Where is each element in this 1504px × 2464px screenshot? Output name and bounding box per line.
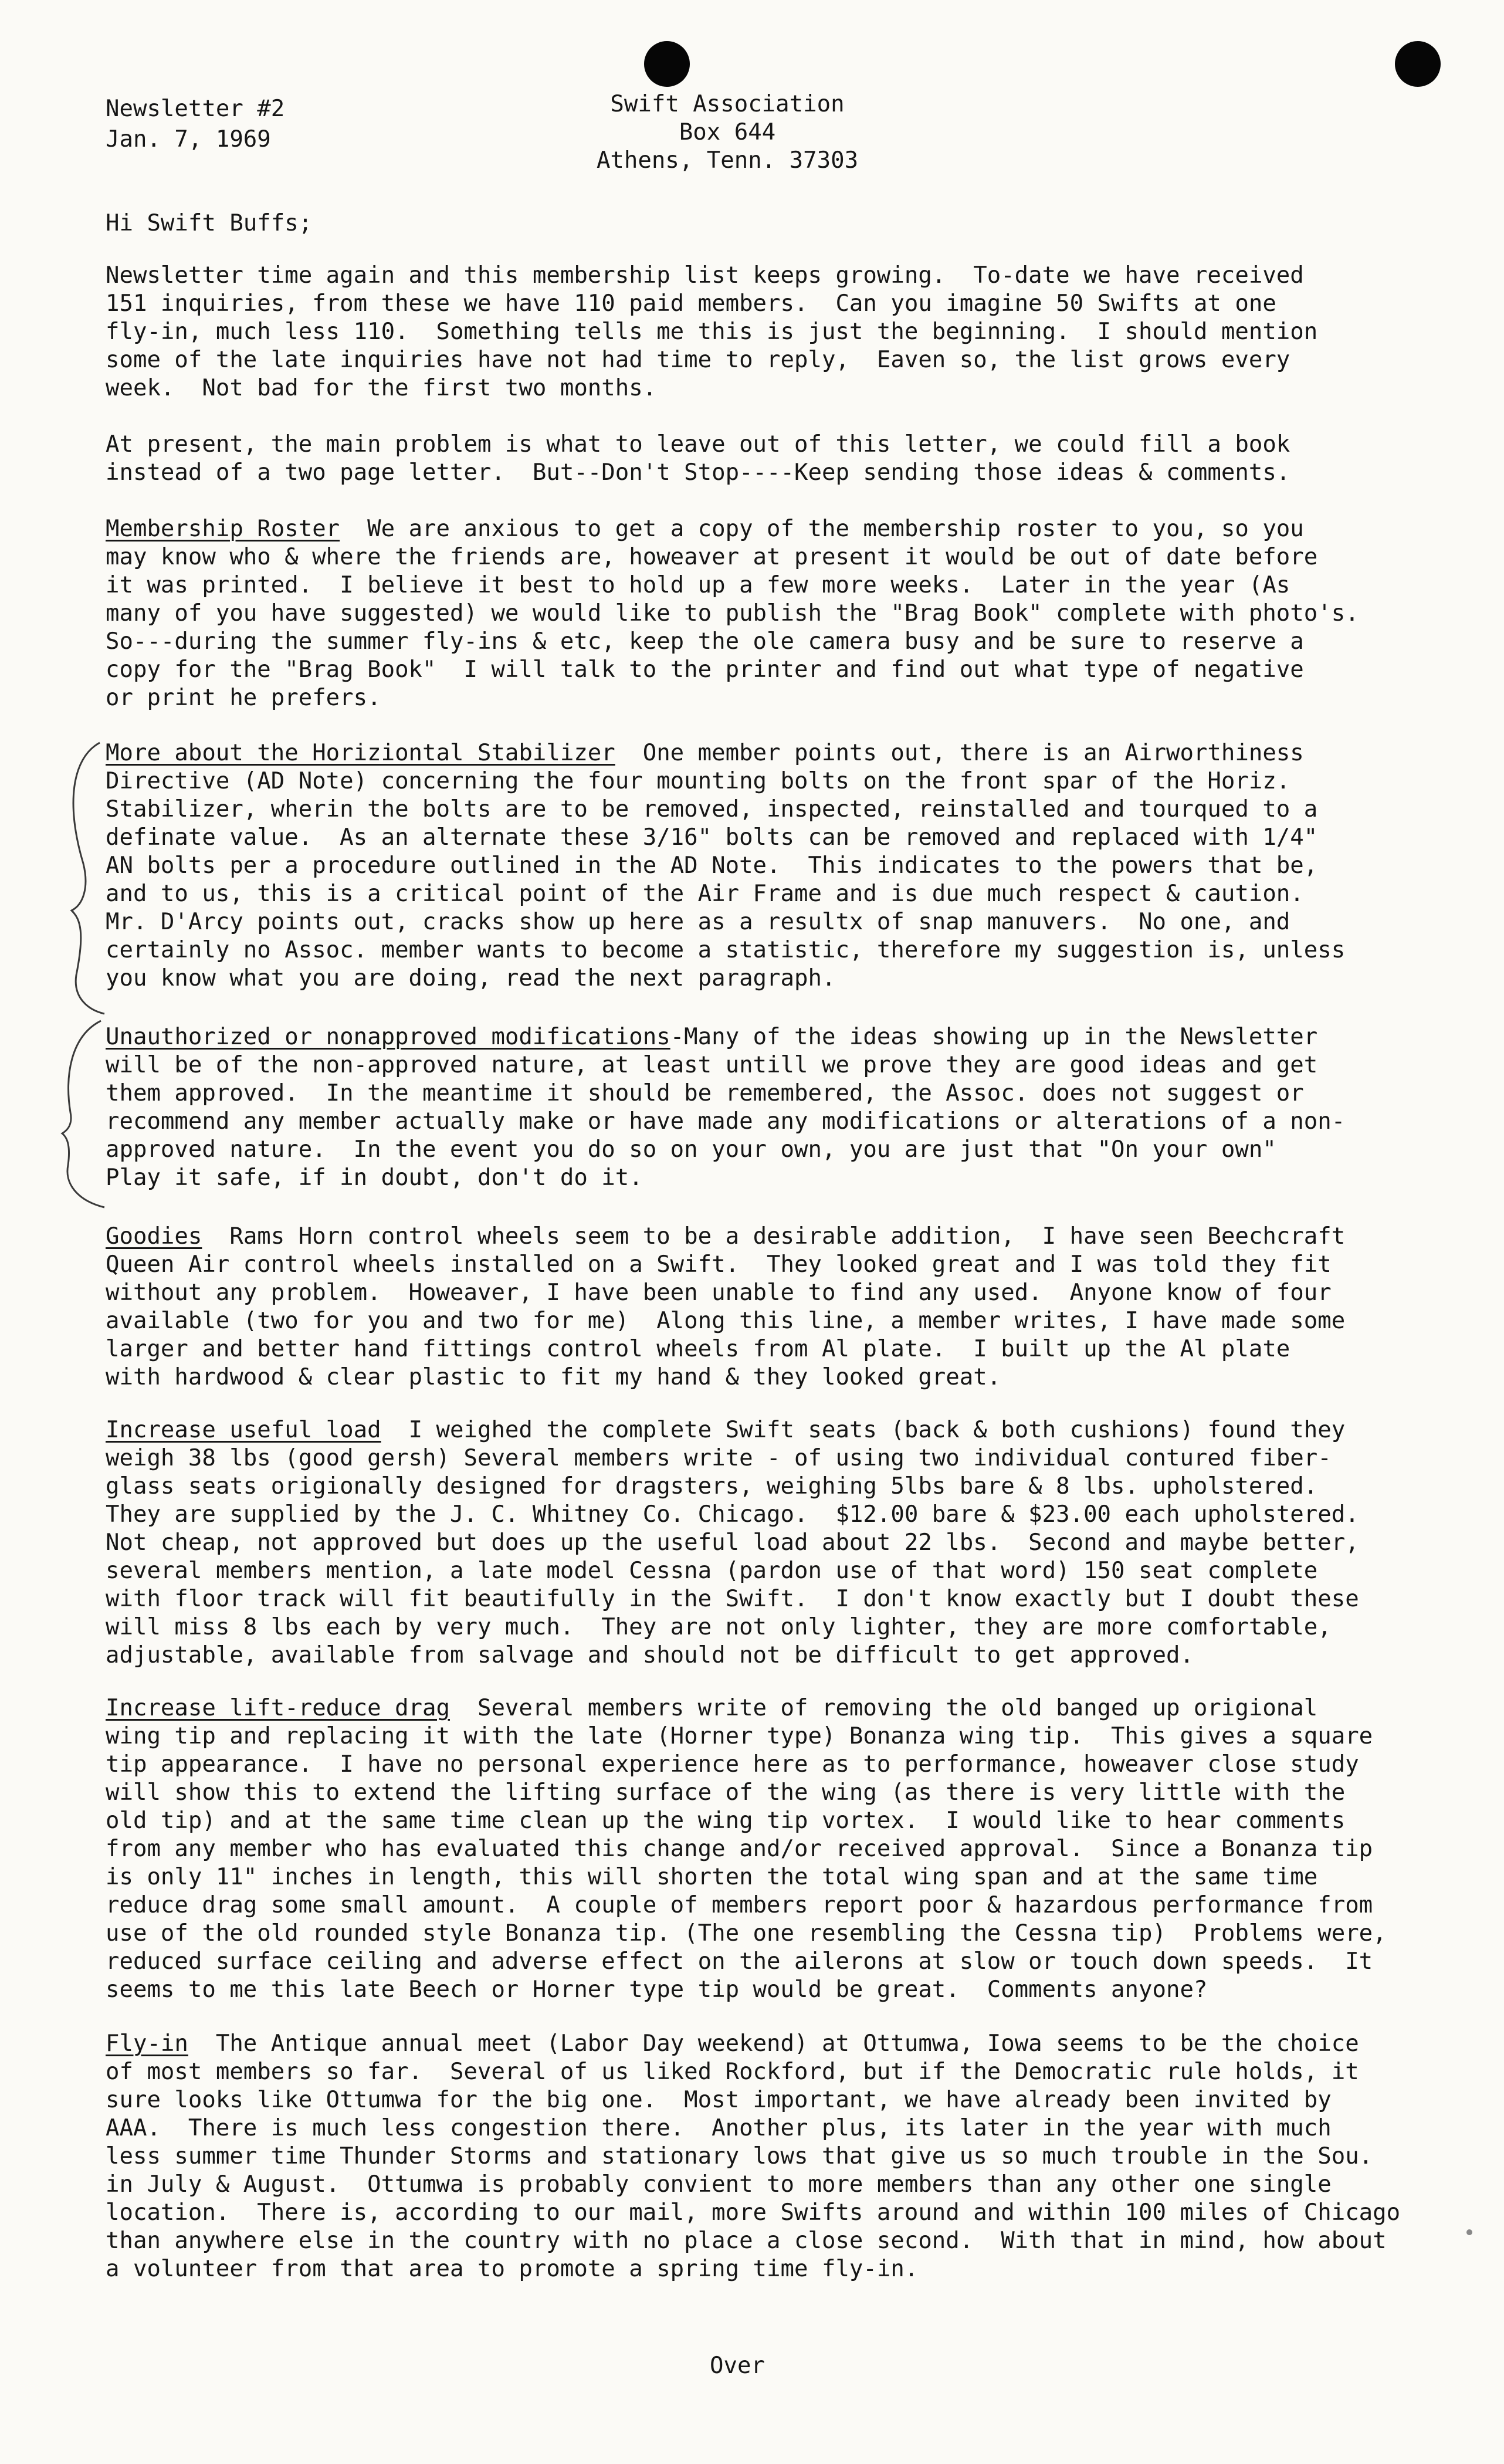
margin-bracket-modifications [47, 1018, 106, 1212]
section-heading: Increase lift-reduce drag [106, 1695, 450, 1721]
paragraph-line: Mr. D'Arcy points out, cracks show up here as a resultx of snap manuvers. No one, and [106, 909, 1290, 935]
paragraph-line: with floor track will fit beautifully in the Swift. I don't know exactly but I doubt these [106, 1586, 1359, 1612]
paragraph-line [106, 739, 1455, 767]
section-text: We are anxious to get a copy of the membership roster to you, so you [340, 516, 1304, 542]
paragraph-line [106, 1223, 1455, 1251]
paragraph-line: week. Not bad for the first two months. [106, 375, 657, 401]
paragraph-line: fly-in, much less 110. Something tells me this is just the beginning. I should mention [106, 319, 1318, 345]
paragraph-line: certainly no Assoc. member wants to become a statistic, therefore my suggestion is, unless [106, 937, 1346, 963]
paragraph-line: At present, the main problem is what to leave out of this letter, we could fill a book [106, 431, 1290, 458]
section-text: I weighed the complete Swift seats (back & both cushions) found they [381, 1417, 1346, 1443]
paragraph-line: is only 11" inches in length, this will shorten the total wing span and at the same time [106, 1864, 1318, 1890]
paragraph-line: with hardwood & clear plastic to fit my hand & they looked great. [106, 1364, 1001, 1390]
paragraph-line: adjustable, available from salvage and should not be difficult to get approved. [106, 1642, 1194, 1668]
paragraph-line: many of you have suggested) we would like to publish the "Brag Book" complete with photo's. [106, 600, 1359, 627]
paragraph-line: of most members so far. Several of us liked Rockford, but if the Democratic rule holds, it [106, 2059, 1359, 2085]
section-heading: Goodies [106, 1223, 202, 1250]
paragraph-line: old tip) and at the same time clean up the wing tip vortex. I would like to hear comments [106, 1808, 1346, 1834]
paragraph-line: available (two for you and two for me) Along this line, a member writes, I have made some [106, 1308, 1346, 1334]
paragraph-line [106, 1694, 1455, 1722]
section-heading: Fly-in [106, 2030, 188, 2057]
paragraph-line: Not cheap, not approved but does up the useful load about 22 lbs. Second and maybe better, [106, 1529, 1359, 1556]
paragraph-line: location. There is, according to our mail, more Swifts around and within 100 miles of Chicago [106, 2199, 1401, 2226]
paragraph-line: in July & August. Ottumwa is probably convient to more members than any other one single [106, 2171, 1332, 2198]
paragraph-line: reduced surface ceiling and adverse effect on the ailerons at slow or touch down speeds. It [106, 1948, 1373, 1975]
section-horizontal-stabilizer [106, 739, 1455, 993]
paragraph-line: tip appearance. I have no personal experience here as to performance, howeaver close study [106, 1751, 1359, 1778]
paragraph-line: it was printed. I believe it best to hold up a few more weeks. Later in the year (As [106, 572, 1290, 598]
paragraph-line: recommend any member actually make or have made any modifications or alterations of a non- [106, 1108, 1346, 1135]
paragraph-line: will show this to extend the lifting surface of the wing (as there is very little with the [106, 1779, 1346, 1806]
section-heading: Membership Roster [106, 516, 340, 542]
punch-hole [644, 41, 690, 87]
section-increase-useful-load [106, 1416, 1455, 1670]
paragraph-line: will miss 8 lbs each by very much. They are not only lighter, they are more comfortable, [106, 1614, 1332, 1640]
ink-speck [1466, 2229, 1472, 2235]
paragraph-line: than anywhere else in the country with no place a close second. With that in mind, how about [106, 2228, 1387, 2254]
punch-hole [1395, 41, 1441, 87]
paragraph-line: wing tip and replacing it with the late (Horner type) Bonanza wing tip. This gives a square [106, 1723, 1373, 1749]
section-heading: Unauthorized or nonapproved modifications [106, 1024, 670, 1050]
section-membership-roster [106, 515, 1455, 712]
section-heading: More about the Horiziontal Stabilizer [106, 740, 615, 766]
section-goodies [106, 1223, 1455, 1392]
address-box: Box 644 [679, 119, 776, 145]
paragraph-line: instead of a two page letter. But--Don't Stop----Keep sending those ideas & comments. [106, 459, 1290, 486]
paragraph-line: seems to me this late Beech or Horner type tip would be great. Comments anyone? [106, 1976, 1208, 2003]
paragraph-line: them approved. In the meantime it should be remembered, the Assoc. does not suggest or [106, 1080, 1304, 1106]
address-city: Athens, Tenn. 37303 [596, 147, 859, 174]
paragraph-line: may know who & where the friends are, howeaver at present it would be out of date before [106, 544, 1318, 570]
newsletter-number: Newsletter #2 [106, 96, 285, 122]
intro-paragraph [106, 262, 1455, 402]
section-text: -Many of the ideas showing up in the Newsletter [670, 1024, 1318, 1050]
paragraph-line: weigh 38 lbs (good gersh) Several members write - of using two individual contured fiber- [106, 1445, 1332, 1471]
paragraph-line: definate value. As an alternate these 3/16" bolts can be removed and replaced with 1/4" [106, 824, 1318, 851]
section-heading: Increase useful load [106, 1417, 381, 1443]
paragraph-line: use of the old rounded style Bonanza tip. (The one resembling the Cessna tip) Problems were, [106, 1920, 1387, 1947]
paragraph-line: copy for the "Brag Book" I will talk to the printer and find out what type of negative [106, 656, 1304, 683]
section-text: One member points out, there is an Airworthiness [615, 740, 1304, 766]
paragraph-line: Play it safe, if in doubt, don't do it. [106, 1165, 643, 1191]
paragraph-line: Directive (AD Note) concerning the four mounting bolts on the front spar of the Horiz. [106, 768, 1290, 794]
paragraph-line: 151 inquiries, from these we have 110 paid members. Can you imagine 50 Swifts at one [106, 290, 1276, 317]
section-unauthorized-modifications [106, 1023, 1455, 1192]
paragraph-line: will be of the non-approved nature, at least untill we prove they are good ideas and get [106, 1052, 1318, 1078]
paragraph-line [106, 1023, 1455, 1051]
association-name: Swift Association [610, 91, 845, 117]
present-paragraph [106, 431, 1455, 487]
paragraph-line: sure looks like Ottumwa for the big one. Most important, we have already been invited by [106, 2087, 1332, 2113]
paragraph-line: Newsletter time again and this membership list keeps growing. To-date we have received [106, 262, 1304, 289]
paragraph-line: without any problem. Howeaver, I have been unable to find any used. Anyone know of four [106, 1280, 1332, 1306]
greeting: Hi Swift Buffs; [106, 210, 313, 236]
section-fly-in [106, 2030, 1455, 2283]
section-text: Rams Horn control wheels seem to be a desirable addition, I have seen Beechcraft [202, 1223, 1346, 1250]
association-address [504, 90, 950, 175]
paragraph-line: reduce drag some small amount. A couple of members report poor & hazardous performance from [106, 1892, 1373, 1918]
paragraph-line: Queen Air control wheels installed on a Swift. They looked great and I was told they fit [106, 1251, 1332, 1278]
paragraph-line: They are supplied by the J. C. Whitney Co. Chicago. $12.00 bare & $23.00 each upholstered. [106, 1501, 1359, 1528]
paragraph-line: glass seats origionally designed for dragsters, weighing 5lbs bare & 8 lbs. upholstered. [106, 1473, 1318, 1500]
paragraph-line: and to us, this is a critical point of the Air Frame and is due much respect & caution. [106, 881, 1304, 907]
section-increase-lift [106, 1694, 1455, 2004]
paragraph-line: several members mention, a late model Cessna (pardon use of that word) 150 seat complete [106, 1558, 1318, 1584]
paragraph-line: Stabilizer, wherin the bolts are to be removed, inspected, reinstalled and tourqued to a [106, 796, 1318, 823]
paragraph-line: larger and better hand fittings control wheels from Al plate. I built up the Al plate [106, 1336, 1290, 1362]
paragraph-line: less summer time Thunder Storms and stationary lows that give us so much trouble in the Sou. [106, 2143, 1373, 2169]
newsletter-meta [106, 94, 284, 155]
paragraph-line: AAA. There is much less congestion there. Another plus, its later in the year with much [106, 2115, 1332, 2141]
section-text: Several members write of removing the old banged up origional [450, 1695, 1318, 1721]
paragraph-line [106, 515, 1455, 543]
newsletter-date: Jan. 7, 1969 [106, 126, 271, 153]
paragraph-line [106, 1416, 1455, 1444]
paragraph-line: you know what you are doing, read the next paragraph. [106, 965, 836, 991]
section-text: The Antique annual meet (Labor Day weekend) at Ottumwa, Iowa seems to be the choice [188, 2030, 1359, 2057]
paragraph-line: or print he prefers. [106, 685, 381, 711]
page-footer-over: Over [710, 2353, 765, 2379]
paragraph-line [106, 2030, 1455, 2058]
paragraph-line: from any member who has evaluated this change and/or received approval. Since a Bonanza tip [106, 1836, 1373, 1862]
paragraph-line: So---during the summer fly-ins & etc, keep the ole camera busy and be sure to reserve a [106, 628, 1304, 655]
paragraph-line: approved nature. In the event you do so on your own, you are just that "On your own" [106, 1136, 1276, 1163]
margin-bracket-stabilizer [54, 740, 107, 1016]
paragraph-line: AN bolts per a procedure outlined in the AD Note. This indicates to the powers that be, [106, 852, 1318, 879]
paragraph-line: some of the late inquiries have not had time to reply, Eaven so, the list grows every [106, 347, 1290, 373]
paragraph-line: a volunteer from that area to promote a spring time fly-in. [106, 2256, 919, 2282]
